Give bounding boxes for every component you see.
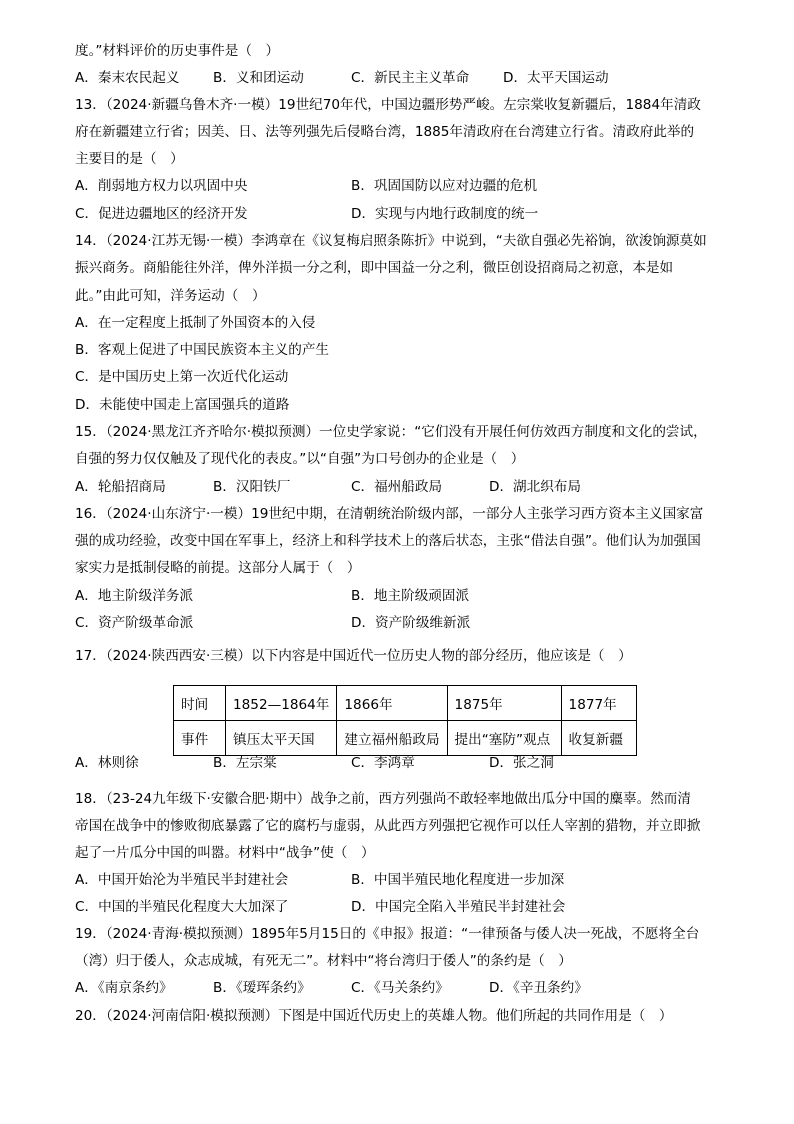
question-line: B．客观上促进了中国民族资本主义的产生 — [75, 342, 330, 358]
answer-option[interactable]: D．中国完全陷入半殖民半封建社会 — [351, 899, 566, 915]
answer-option[interactable]: B．中国半殖民地化程度进一步加深 — [351, 872, 565, 888]
question-line: 主要目的是（ ） — [75, 151, 184, 167]
table-cell: 1875年 — [447, 686, 561, 721]
history-figure-table — [173, 685, 637, 756]
question-line: （湾）归于倭人，众志成城，有死无二”。材料中“将台湾归于倭人”的条约是（ ） — [75, 953, 572, 969]
answer-option-row — [75, 204, 725, 224]
answer-option-row — [75, 870, 725, 890]
answer-option[interactable]: C．资产阶级革命派 — [75, 615, 194, 631]
table-cell: 1866年 — [337, 686, 447, 721]
table-cell: 提出“塞防”观点 — [447, 721, 561, 756]
table-cell: 建立福州船政局 — [337, 721, 447, 756]
question-line: 家实力是抵制侵略的前提。这部分人属于（ ） — [75, 560, 361, 576]
question-line: 振兴商务。商船能往外洋，俾外洋损一分之利，即中国益一分之利，微臣创设招商局之初意，本是如 — [75, 260, 674, 276]
question-line: 此。”由此可知，洋务运动（ ） — [75, 288, 266, 304]
table-row — [174, 686, 637, 721]
question-line: 起了一片瓜分中国的叫嚣。材料中“战争”使（ ） — [75, 845, 375, 861]
question-line: C．是中国历史上第一次近代化运动 — [75, 369, 289, 385]
table-cell: 收复新疆 — [561, 721, 636, 756]
question-line: 19．（2024·青海·模拟预测）1895年5月15日的《申报》报道：“一律预备与倭人决一死战，不愿将全台 — [75, 926, 700, 942]
answer-option[interactable]: B．义和团运动 — [213, 70, 304, 86]
table-header-cell: 事件 — [174, 721, 226, 756]
answer-option[interactable]: A．秦末农民起义 — [75, 70, 180, 86]
answer-option[interactable]: A．轮船招商局 — [75, 479, 166, 495]
answer-option-row — [75, 613, 725, 633]
answer-option[interactable]: D．资产阶级维新派 — [351, 615, 471, 631]
question-line: 强的成功经验，改变中国在军事上，经济上和科学技术上的落后状态，主张“借法自强”。他们认为加强国 — [75, 533, 701, 549]
question-line: 17．（2024·陕西西安·三模）以下内容是中国近代一位历史人物的部分经历，他应该是（ ） — [75, 648, 632, 664]
answer-option-row — [75, 753, 725, 773]
answer-option[interactable]: C．李鸿章 — [351, 755, 415, 771]
question-line: 府在新疆建立行省；因美、日、法等列强先后侵略台湾，1885年清政府在台湾建立行省。清政府此举的 — [75, 124, 695, 140]
table-cell: 1877年 — [561, 686, 636, 721]
table-row — [174, 721, 637, 756]
answer-option[interactable]: A．地主阶级洋务派 — [75, 588, 194, 604]
question-line: 帝国在战争中的惨败彻底暴露了它的腐朽与虚弱，从此西方列强把它视作可以任人宰割的猎物，并立即掀 — [75, 818, 701, 834]
question-line: 度。”材料评价的历史事件是（ ） — [75, 43, 280, 59]
question-line: 自强的努力仅仅触及了现代化的表皮。”以“自强”为口号创办的企业是（ ） — [75, 451, 525, 467]
question-line: 16．（2024·山东济宁·一模）19世纪中期，在清朝统治阶级内部，一部分人主张学习西方资本主义国家富 — [75, 506, 704, 522]
answer-option-row — [75, 586, 725, 606]
question-line: D．未能使中国走上富国强兵的道路 — [75, 397, 290, 413]
question-line: 20．（2024·河南信阳·模拟预测）下图是中国近代历史上的英雄人物。他们所起的共同作用是（ ） — [75, 1008, 673, 1024]
question-line: 18．（23-24九年级下·安徽合肥·期中）战争之前，西方列强尚不敢轻率地做出瓜分中国的麋辜。然而清 — [75, 791, 691, 807]
answer-option[interactable]: A．中国开始沦为半殖民半封建社会 — [75, 872, 289, 888]
answer-option[interactable]: B．汉阳铁厂 — [213, 479, 291, 495]
question-line: A．在一定程度上抵制了外国资本的入侵 — [75, 315, 316, 331]
answer-option[interactable]: D．湖北织布局 — [489, 479, 582, 495]
question-line: 15．（2024·黑龙江齐齐哈尔·模拟预测）一位史学家说：“它们没有开展任何仿效西方制度和文化的尝试， — [75, 424, 707, 440]
answer-option[interactable]: B．巩固国防以应对边疆的危机 — [351, 178, 538, 194]
answer-option[interactable]: D．《辛丑条约》 — [489, 980, 588, 996]
answer-option-row — [75, 477, 725, 497]
answer-option-row — [75, 68, 725, 88]
answer-option[interactable]: C．中国的半殖民化程度大大加深了 — [75, 899, 289, 915]
answer-option[interactable]: D．太平天国运动 — [503, 70, 609, 86]
question-line: 14．（2024·江苏无锡·一模）李鸿章在《议复梅启照条陈折》中说到，“夫欲自强必先裕饷，欲浚饷源莫如 — [75, 233, 707, 249]
answer-option[interactable]: C．新民主主义革命 — [351, 70, 470, 86]
answer-option-row — [75, 897, 725, 917]
answer-option-row — [75, 176, 725, 196]
answer-option[interactable]: B．左宗棠 — [213, 755, 277, 771]
table-cell: 1852—1864年 — [226, 686, 337, 721]
answer-option-row — [75, 978, 725, 998]
answer-option[interactable]: C．促进边疆地区的经济开发 — [75, 206, 248, 222]
question-line: 13．（2024·新疆乌鲁木齐·一模）19世纪70年代，中国边疆形势严峻。左宗棠收复新疆后，1884年清政 — [75, 97, 701, 113]
answer-option[interactable]: A．《南京条约》 — [75, 980, 173, 996]
answer-option[interactable]: B．地主阶级顽固派 — [351, 588, 470, 604]
answer-option[interactable]: A．削弱地方权力以巩固中央 — [75, 178, 248, 194]
answer-option[interactable]: D．实现与内地行政制度的统一 — [351, 206, 539, 222]
answer-option[interactable]: B．《瑷珲条约》 — [213, 980, 311, 996]
answer-option[interactable]: C．《马关条约》 — [351, 980, 449, 996]
answer-option[interactable]: A．林则徐 — [75, 755, 139, 771]
table-header-cell: 时间 — [174, 686, 226, 721]
answer-option[interactable]: C．福州船政局 — [351, 479, 443, 495]
table-cell: 镇压太平天国 — [226, 721, 337, 756]
answer-option[interactable]: D．张之洞 — [489, 755, 554, 771]
